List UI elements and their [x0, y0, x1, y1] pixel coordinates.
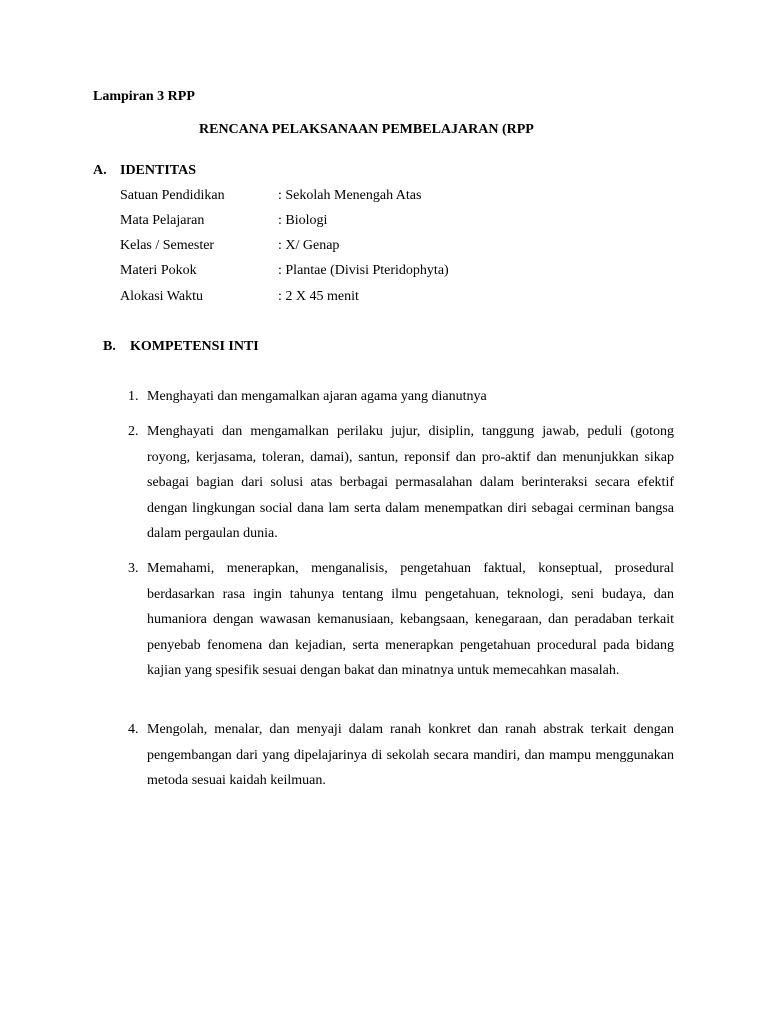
section-b-letter: B. — [103, 339, 116, 354]
competency-item — [128, 384, 674, 410]
attachment-label: Lampiran 3 RPP — [93, 89, 195, 104]
identity-label: Materi Pokok — [120, 263, 197, 278]
identity-value: : Biologi — [278, 213, 328, 228]
competency-item — [128, 419, 674, 547]
identity-value: : Sekolah Menengah Atas — [278, 188, 422, 203]
identity-value: : X/ Genap — [278, 238, 340, 253]
item-text: Mengolah, menalar, dan menyaji dalam ranah konkret dan ranah abstrak terkait dengan pengembangan dari yang dipelajarinya di sekolah secara mandiri, dan mampu menggunakan metoda sesuai kaidah keilmuan. — [147, 722, 674, 788]
competency-item — [128, 717, 674, 794]
item-number: 2. — [128, 424, 139, 439]
item-number: 4. — [128, 722, 139, 737]
document-title: RENCANA PELAKSANAAN PEMBELAJARAN (RPP — [199, 122, 534, 137]
item-text: Menghayati dan mengamalkan perilaku jujur, disiplin, tanggung jawab, peduli (gotong royong, kerjasama, toleran, damai), santun, reponsif dan pro-aktif dan menunjukkan sikap sebagai bagian dari solusi atas berbagai permasalahan dalam berinteraksi secara efektif dengan lingkungan social dana lam serta dalam menempatkan diri sebagai cerminan bangsa dalam pergaulan dunia. — [147, 424, 674, 541]
identity-value: : 2 X 45 menit — [278, 289, 359, 304]
identity-label: Satuan Pendidikan — [120, 188, 225, 203]
identity-label: Kelas / Semester — [120, 238, 215, 253]
section-a-heading: IDENTITAS — [120, 163, 196, 178]
item-text: Memahami, menerapkan, menganalisis, pengetahuan faktual, konseptual, prosedural berdasarkan rasa ingin tahunya tentang ilmu pengetahuan, teknologi, seni budaya, dan humaniora dengan wawasan kemanusiaan, kebangsaan, kenegaraan, dan peradaban terkait penyebab fenomena dan kejadian, serta menerapkan pengetahuan procedural pada bidang kajian yang spesifik sesuai dengan bakat dan minatnya untuk memecahkan masalah. — [147, 561, 674, 678]
section-b-heading: KOMPETENSI INTI — [130, 339, 259, 354]
competency-item — [128, 556, 674, 684]
item-number: 1. — [128, 389, 139, 404]
section-a-letter: A. — [93, 163, 107, 178]
identity-label: Mata Pelajaran — [120, 213, 205, 228]
identity-value: : Plantae (Divisi Pteridophyta) — [278, 263, 449, 278]
identity-label: Alokasi Waktu — [120, 289, 203, 304]
item-number: 3. — [128, 561, 139, 576]
item-text: Menghayati dan mengamalkan ajaran agama yang dianutnya — [147, 389, 487, 404]
